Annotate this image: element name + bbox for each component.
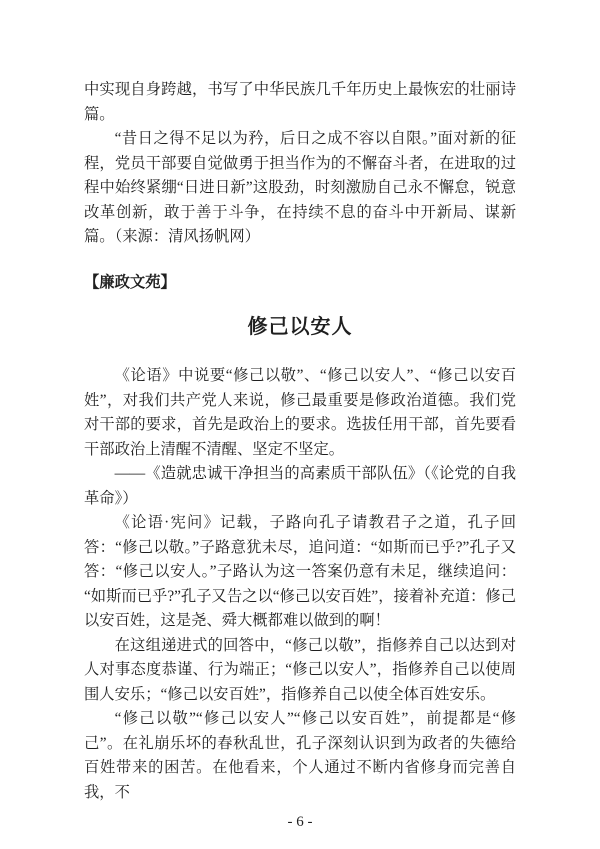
paragraph-new-journey-quote: “昔日之得不足以为矜，后日之成不容以自限。”面对新的征程，党员干部要自觉做勇于担当作为的不懈奋斗者，在进取的过程中始终紧绷“日进日新”这股劲，时刻激励自己永不懈怠，锐意改革创新，敢于善于斗争，在持续不息的奋斗中开新局、谋新篇。（来源：清风扬帆网） [84,130,516,245]
paragraph-premise-of-xiuji: “修己以敬”“修己以安人”“修己以安百姓”，前提都是“修己”。在礼崩乐坏的春秋乱世，孔子深刻认识到为政者的失德给百姓带来的困苦。在他看来，个人通过不断内省修身而完善自我，不 [84,710,516,801]
page-content [84,78,516,834]
column-header-lianzheng-wenyuan: 【廉政文苑】 [84,273,176,291]
page-number: - 6 - [287,814,313,830]
paragraph-continued-from-previous-page: 中实现自身跨越，书写了中华民族几千年历史上最恢宏的壮丽诗篇。 [84,81,516,123]
citation-source-line: ——《造就忠诚干净担当的高素质干部队伍》（《论党的自我革命》） [84,465,516,507]
paragraph-progressive-answers-explained: 在这组递进式的回答中，“修己以敬”，指修养自己以达到对人对事态度恭谨、行为端正；“修己以安人”，指修养自己以使周围人安乐；“修己以安百姓”，指修养自己以使全体百姓安乐。 [84,636,516,703]
paragraph-analects-intro: 《论语》中说要“修己以敬”、“修己以安人”、“修己以安百姓”，对我们共产党人来说，修己最重要是修政治道德。我们党对干部的要求，首先是政治上的要求。选拔任用干部，首先要看干部政治上清醒不清醒、坚定不坚定。 [84,367,516,458]
paragraph-analects-xianwen-dialogue: 《论语·宪问》记载，子路向孔子请教君子之道，孔子回答：“修己以敬。”子路意犹未尽，追问道：“如斯而已乎?”孔子又答：“修己以安人。”子路认为这一答案仍意有未足，继续追问：“如斯而已乎?”孔子又告之以“修己以安百姓”，接着补充道：修己以安百姓，这是尧、舜大概都难以做到的啊！ [84,514,516,629]
article-title: 修己以安人 [247,316,353,338]
